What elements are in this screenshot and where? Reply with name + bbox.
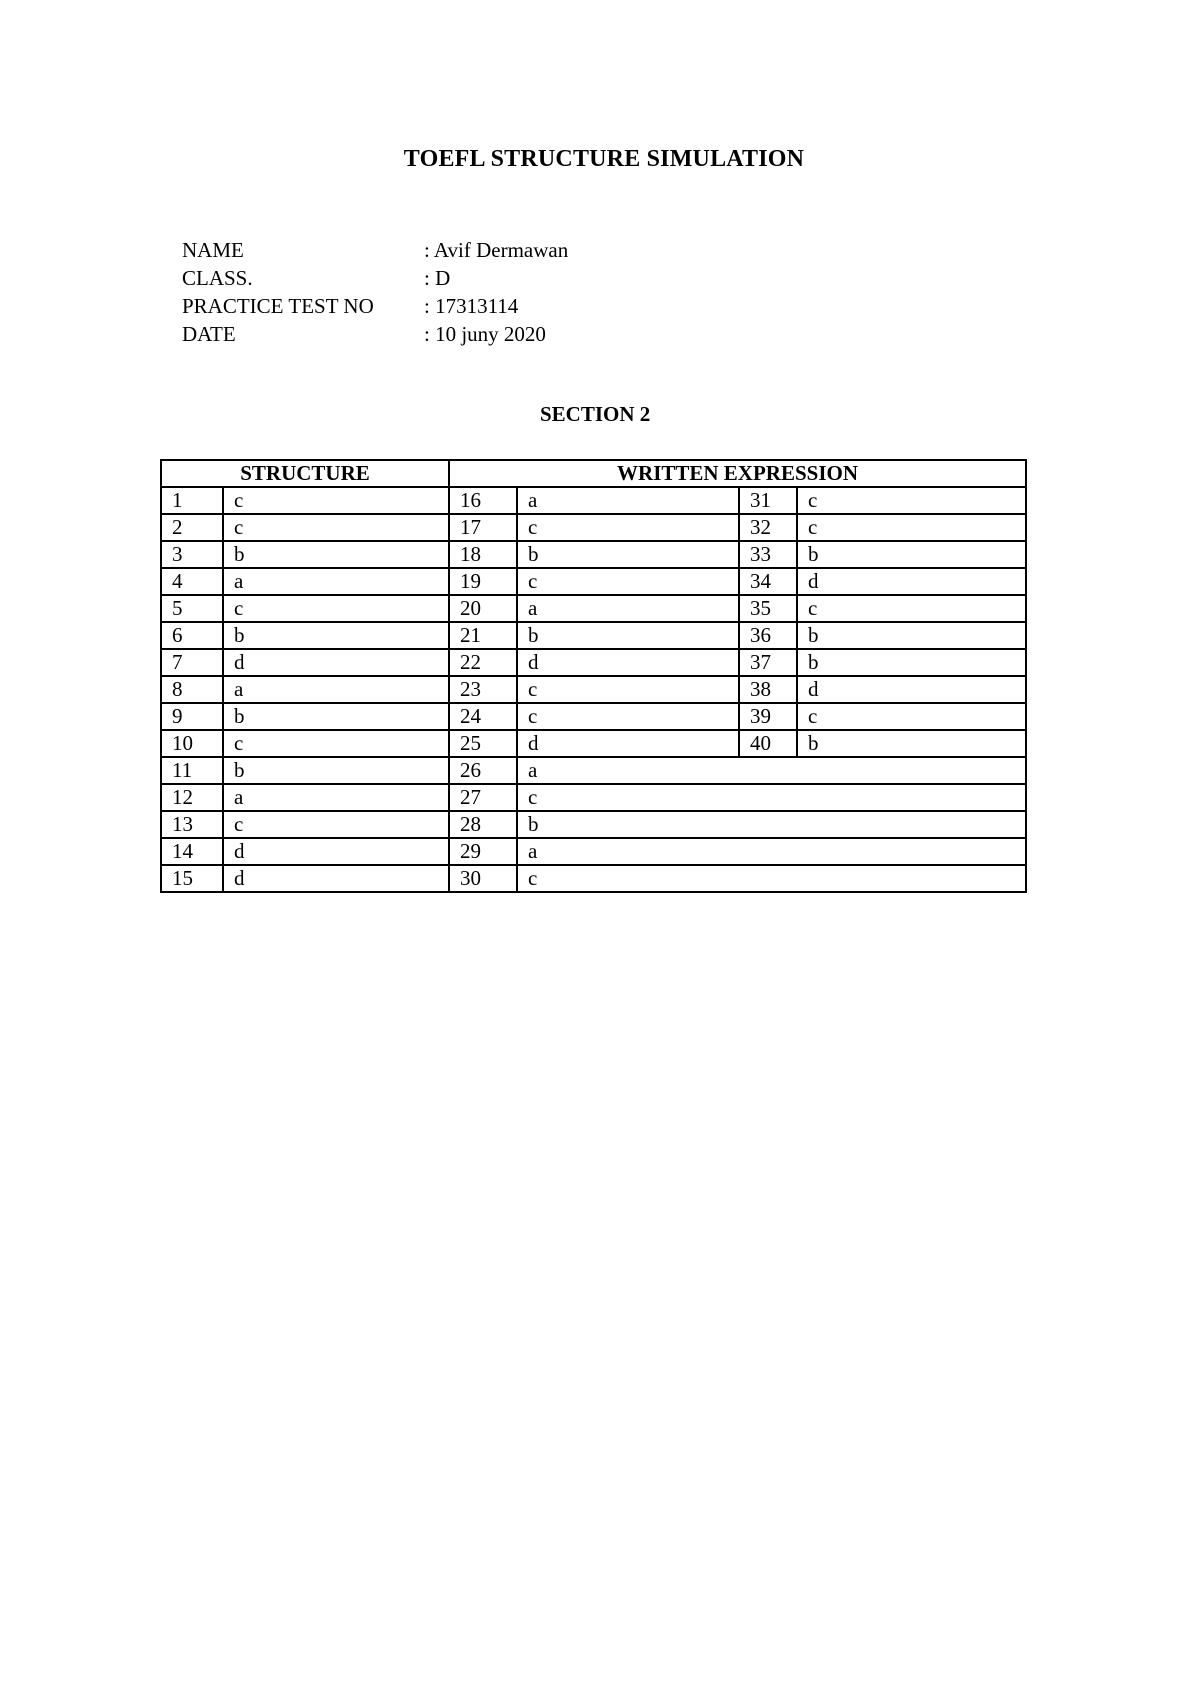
test-no-value: : 17313114: [424, 294, 519, 318]
table-row: [161, 811, 1026, 838]
question-number: 10: [161, 730, 223, 757]
answer: b: [223, 703, 449, 730]
answer: c: [517, 514, 739, 541]
name-value: : Avif Dermawan: [424, 238, 569, 262]
question-number: 28: [449, 811, 517, 838]
question-number: 11: [161, 757, 223, 784]
question-number: 8: [161, 676, 223, 703]
table-row: [161, 622, 1026, 649]
answer: b: [517, 811, 1026, 838]
answer: b: [797, 541, 1026, 568]
question-number: 4: [161, 568, 223, 595]
table-row: [161, 838, 1026, 865]
question-number: 22: [449, 649, 517, 676]
question-number: 37: [739, 649, 797, 676]
answer: b: [517, 622, 739, 649]
question-number: 14: [161, 838, 223, 865]
table-row: [161, 541, 1026, 568]
answer: c: [797, 703, 1026, 730]
table-row: [161, 703, 1026, 730]
question-number: 16: [449, 487, 517, 514]
answer: b: [797, 730, 1026, 757]
answer: a: [517, 757, 1026, 784]
table-row: [161, 514, 1026, 541]
question-number: 40: [739, 730, 797, 757]
answer: d: [223, 649, 449, 676]
table-row: [161, 757, 1026, 784]
question-number: 17: [449, 514, 517, 541]
table-row: [161, 865, 1026, 892]
question-number: 24: [449, 703, 517, 730]
answer: d: [517, 649, 739, 676]
question-number: 36: [739, 622, 797, 649]
question-number: 30: [449, 865, 517, 892]
answer: c: [517, 865, 1026, 892]
question-number: 31: [739, 487, 797, 514]
class-label: CLASS.: [182, 266, 253, 290]
answer: c: [223, 595, 449, 622]
answer: d: [797, 568, 1026, 595]
written-expression-header: WRITTEN EXPRESSION: [449, 460, 1026, 487]
answer-table: [160, 459, 1027, 893]
answer: d: [223, 838, 449, 865]
table-row: [161, 649, 1026, 676]
structure-header: STRUCTURE: [161, 460, 449, 487]
question-number: 13: [161, 811, 223, 838]
answer: a: [223, 676, 449, 703]
question-number: 19: [449, 568, 517, 595]
question-number: 38: [739, 676, 797, 703]
question-number: 34: [739, 568, 797, 595]
answer: a: [223, 784, 449, 811]
answer: c: [797, 514, 1026, 541]
section-title: SECTION 2: [540, 402, 651, 426]
question-number: 21: [449, 622, 517, 649]
answer: b: [797, 649, 1026, 676]
answer: c: [517, 784, 1026, 811]
answer: b: [517, 541, 739, 568]
name-label: NAME: [182, 238, 244, 262]
class-value: : D: [424, 266, 451, 290]
test-no-label: PRACTICE TEST NO: [182, 294, 374, 318]
question-number: 32: [739, 514, 797, 541]
table-row: [161, 730, 1026, 757]
answer: c: [797, 487, 1026, 514]
question-number: 15: [161, 865, 223, 892]
answer: a: [223, 568, 449, 595]
answer: a: [517, 838, 1026, 865]
question-number: 9: [161, 703, 223, 730]
answer: b: [223, 541, 449, 568]
date-value: : 10 juny 2020: [424, 322, 546, 346]
answer: d: [517, 730, 739, 757]
table-row: [161, 487, 1026, 514]
table-row: [161, 568, 1026, 595]
answer: b: [797, 622, 1026, 649]
answer: c: [223, 811, 449, 838]
question-number: 27: [449, 784, 517, 811]
info-row-date: [182, 320, 568, 348]
answer: c: [517, 568, 739, 595]
question-number: 39: [739, 703, 797, 730]
table-header-row: [161, 460, 1026, 487]
answer: d: [223, 865, 449, 892]
answer: d: [797, 676, 1026, 703]
student-info: [182, 236, 568, 348]
question-number: 2: [161, 514, 223, 541]
table-row: [161, 784, 1026, 811]
question-number: 35: [739, 595, 797, 622]
question-number: 1: [161, 487, 223, 514]
question-number: 6: [161, 622, 223, 649]
answer: a: [517, 595, 739, 622]
answer: c: [517, 676, 739, 703]
answer: a: [517, 487, 739, 514]
question-number: 29: [449, 838, 517, 865]
answer: c: [223, 514, 449, 541]
question-number: 33: [739, 541, 797, 568]
table-row: [161, 595, 1026, 622]
question-number: 20: [449, 595, 517, 622]
answer: b: [223, 622, 449, 649]
table-row: [161, 676, 1026, 703]
answer: c: [223, 487, 449, 514]
answer: b: [223, 757, 449, 784]
answer: c: [797, 595, 1026, 622]
question-number: 18: [449, 541, 517, 568]
info-row-class: [182, 264, 568, 292]
question-number: 7: [161, 649, 223, 676]
info-row-name: [182, 236, 568, 264]
question-number: 23: [449, 676, 517, 703]
question-number: 12: [161, 784, 223, 811]
date-label: DATE: [182, 322, 236, 346]
answer: c: [223, 730, 449, 757]
answer: c: [517, 703, 739, 730]
info-row-test-no: [182, 292, 568, 320]
question-number: 26: [449, 757, 517, 784]
question-number: 5: [161, 595, 223, 622]
question-number: 3: [161, 541, 223, 568]
question-number: 25: [449, 730, 517, 757]
document-title: TOEFL STRUCTURE SIMULATION: [403, 146, 805, 172]
